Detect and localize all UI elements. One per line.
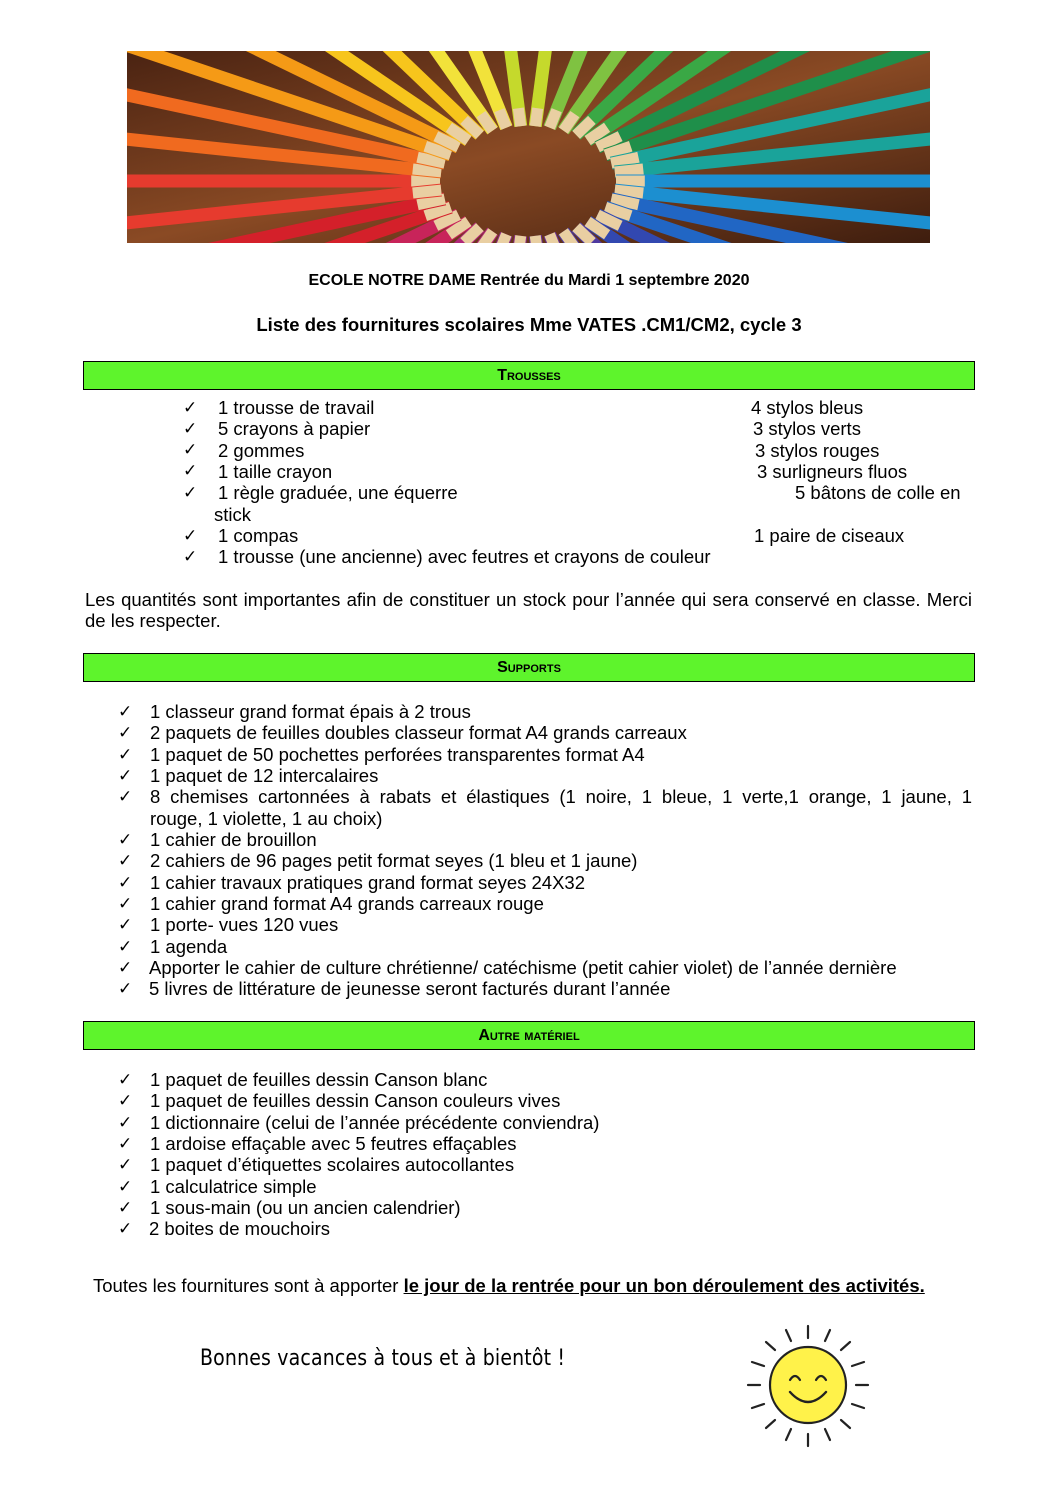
check-icon: ✓ — [118, 1155, 133, 1174]
check-icon: ✓ — [183, 398, 198, 417]
list-item: 1 classeur grand format épais à 2 trous — [150, 701, 471, 722]
check-icon: ✓ — [118, 851, 133, 870]
section-trousses-title: Trousses — [497, 367, 561, 384]
pencil-tip-shape — [535, 108, 537, 126]
list-item: 1 paquet de 12 intercalaires — [150, 765, 379, 786]
list-item: 1 trousse de travail — [218, 397, 375, 418]
list-item: 1 dictionnaire (celui de l’année précédente conviendra) — [150, 1112, 600, 1133]
pencil-tip-shape — [518, 236, 520, 243]
list-item: 3 stylos verts — [753, 418, 861, 439]
colored-pencils-banner — [127, 51, 930, 243]
check-icon: ✓ — [183, 440, 198, 459]
section-autre-title: Autre matériel — [478, 1027, 580, 1044]
check-icon: ✓ — [118, 1113, 133, 1132]
check-icon: ✓ — [183, 461, 198, 480]
section-autre-header — [83, 1021, 975, 1050]
school-header: ECOLE NOTRE DAME Rentrée du Mardi 1 septembre 2020 — [308, 272, 750, 289]
list-item: 1 cahier grand format A4 grands carreaux rouge — [150, 893, 544, 914]
farewell-message: Bonnes vacances à tous et à bientôt ! — [200, 1346, 566, 1371]
check-icon: ✓ — [118, 1070, 133, 1089]
list-item: 1 compas — [218, 525, 299, 546]
pencil-tip-shape — [518, 108, 520, 126]
check-icon: ✓ — [118, 958, 133, 977]
pencil-tip-shape — [499, 110, 506, 127]
pencil-tip-shape — [615, 190, 643, 193]
list-item: 3 surligneurs fluos — [757, 461, 908, 482]
check-icon: ✓ — [118, 766, 133, 785]
list-title: Liste des fournitures scolaires Mme VATES .CM1/CM2, cycle 3 — [256, 314, 802, 335]
pencil-tip-shape — [535, 236, 537, 243]
check-icon: ✓ — [183, 483, 198, 502]
pencil-tip-shape — [418, 199, 445, 205]
list-item: 5 crayons à papier — [218, 418, 371, 439]
list-item: 2 boites de mouchoirs — [149, 1218, 330, 1239]
list-item: 1 calculatrice simple — [150, 1176, 317, 1197]
smiling-sun-icon — [738, 1322, 878, 1452]
pencil-tip-shape — [413, 169, 441, 172]
closing-emphasis: le jour de la rentrée pour un bon déroulement des activités. — [403, 1275, 925, 1296]
list-item: 1 règle graduée, une équerre — [218, 482, 458, 503]
check-icon: ✓ — [183, 547, 198, 566]
list-item: 1 sous-main (ou un ancien calendrier) — [150, 1197, 461, 1218]
check-icon: ✓ — [118, 745, 133, 764]
list-item: 1 agenda — [150, 936, 228, 957]
list-item: 2 cahiers de 96 pages petit format seyes (1 bleu et 1 jaune) — [150, 850, 638, 871]
section-supports-header — [83, 653, 975, 682]
list-item: 1 paquet de feuilles dessin Canson couleurs vives — [150, 1090, 561, 1111]
list-item: 3 stylos rouges — [755, 440, 880, 461]
pencil-tip-shape — [615, 169, 643, 172]
list-item: 1 cahier travaux pratiques grand format seyes 24X32 — [150, 872, 585, 893]
list-item: 1 paquet de feuilles dessin Canson blanc — [150, 1069, 488, 1090]
section-supports-title: Supports — [497, 659, 561, 676]
check-icon: ✓ — [183, 419, 198, 438]
list-item: 1 ardoise effaçable avec 5 feutres effaçables — [150, 1133, 517, 1154]
quantities-note: Les quantités sont importantes afin de constituer un stock pour l’année qui sera conservé en classe. Merci de les respecter. — [85, 589, 972, 631]
check-icon: ✓ — [118, 915, 133, 934]
check-icon: ✓ — [118, 787, 133, 806]
list-item: 1 paquet d’étiquettes scolaires autocollantes — [150, 1154, 515, 1175]
list-item: 2 paquets de feuilles doubles classeur format A4 grands carreaux — [150, 722, 687, 743]
list-item: 1 porte- vues 120 vues — [150, 914, 339, 935]
list-item-continuation: stick — [214, 504, 251, 525]
check-icon: ✓ — [118, 1219, 133, 1238]
list-item: 2 gommes — [218, 440, 305, 461]
list-item: 1 taille crayon — [218, 461, 333, 482]
check-icon: ✓ — [118, 1134, 133, 1153]
list-item: 5 bâtons de colle en — [795, 482, 961, 503]
check-icon: ✓ — [118, 1091, 133, 1110]
list-item: 5 livres de littérature de jeunesse seront facturés durant l’année — [149, 978, 671, 999]
check-icon: ✓ — [118, 702, 133, 721]
pencil-tip-shape — [413, 190, 441, 193]
check-icon: ✓ — [183, 526, 198, 545]
list-item: 1 trousse (une ancienne) avec feutres et crayons de couleur — [218, 546, 711, 567]
check-icon: ✓ — [118, 979, 133, 998]
pencils-illustration — [127, 51, 930, 243]
check-icon: ✓ — [118, 723, 133, 742]
check-icon: ✓ — [118, 937, 133, 956]
closing-instruction — [93, 1275, 925, 1296]
pencil-tip-shape — [550, 110, 557, 127]
list-item: 8 chemises cartonnées à rabats et élastiques (1 noire, 1 bleue, 1 verte,1 orange, 1 jaune, 1 — [150, 786, 972, 807]
check-icon: ✓ — [118, 873, 133, 892]
list-item: 1 paquet de 50 pochettes perforées transparentes format A4 — [150, 744, 645, 765]
pencil-tip-shape — [499, 234, 506, 243]
list-item-continuation: rouge, 1 violette, 1 au choix) — [150, 808, 383, 829]
list-item: 4 stylos bleus — [751, 397, 864, 418]
closing-lead: Toutes les fournitures sont à apporter — [93, 1275, 404, 1296]
check-icon: ✓ — [118, 894, 133, 913]
list-item: 1 paire de ciseaux — [754, 525, 905, 546]
section-trousses-header — [83, 361, 975, 390]
pencil-tip-shape — [611, 157, 638, 163]
list-item: Apporter le cahier de culture chrétienne/ catéchisme (petit cahier violet) de l’année dernière — [149, 957, 897, 978]
check-icon: ✓ — [118, 1198, 133, 1217]
check-icon: ✓ — [118, 830, 133, 849]
list-item: 1 cahier de brouillon — [150, 829, 317, 850]
check-icon: ✓ — [118, 1177, 133, 1196]
pencil-tip-shape — [550, 234, 557, 243]
